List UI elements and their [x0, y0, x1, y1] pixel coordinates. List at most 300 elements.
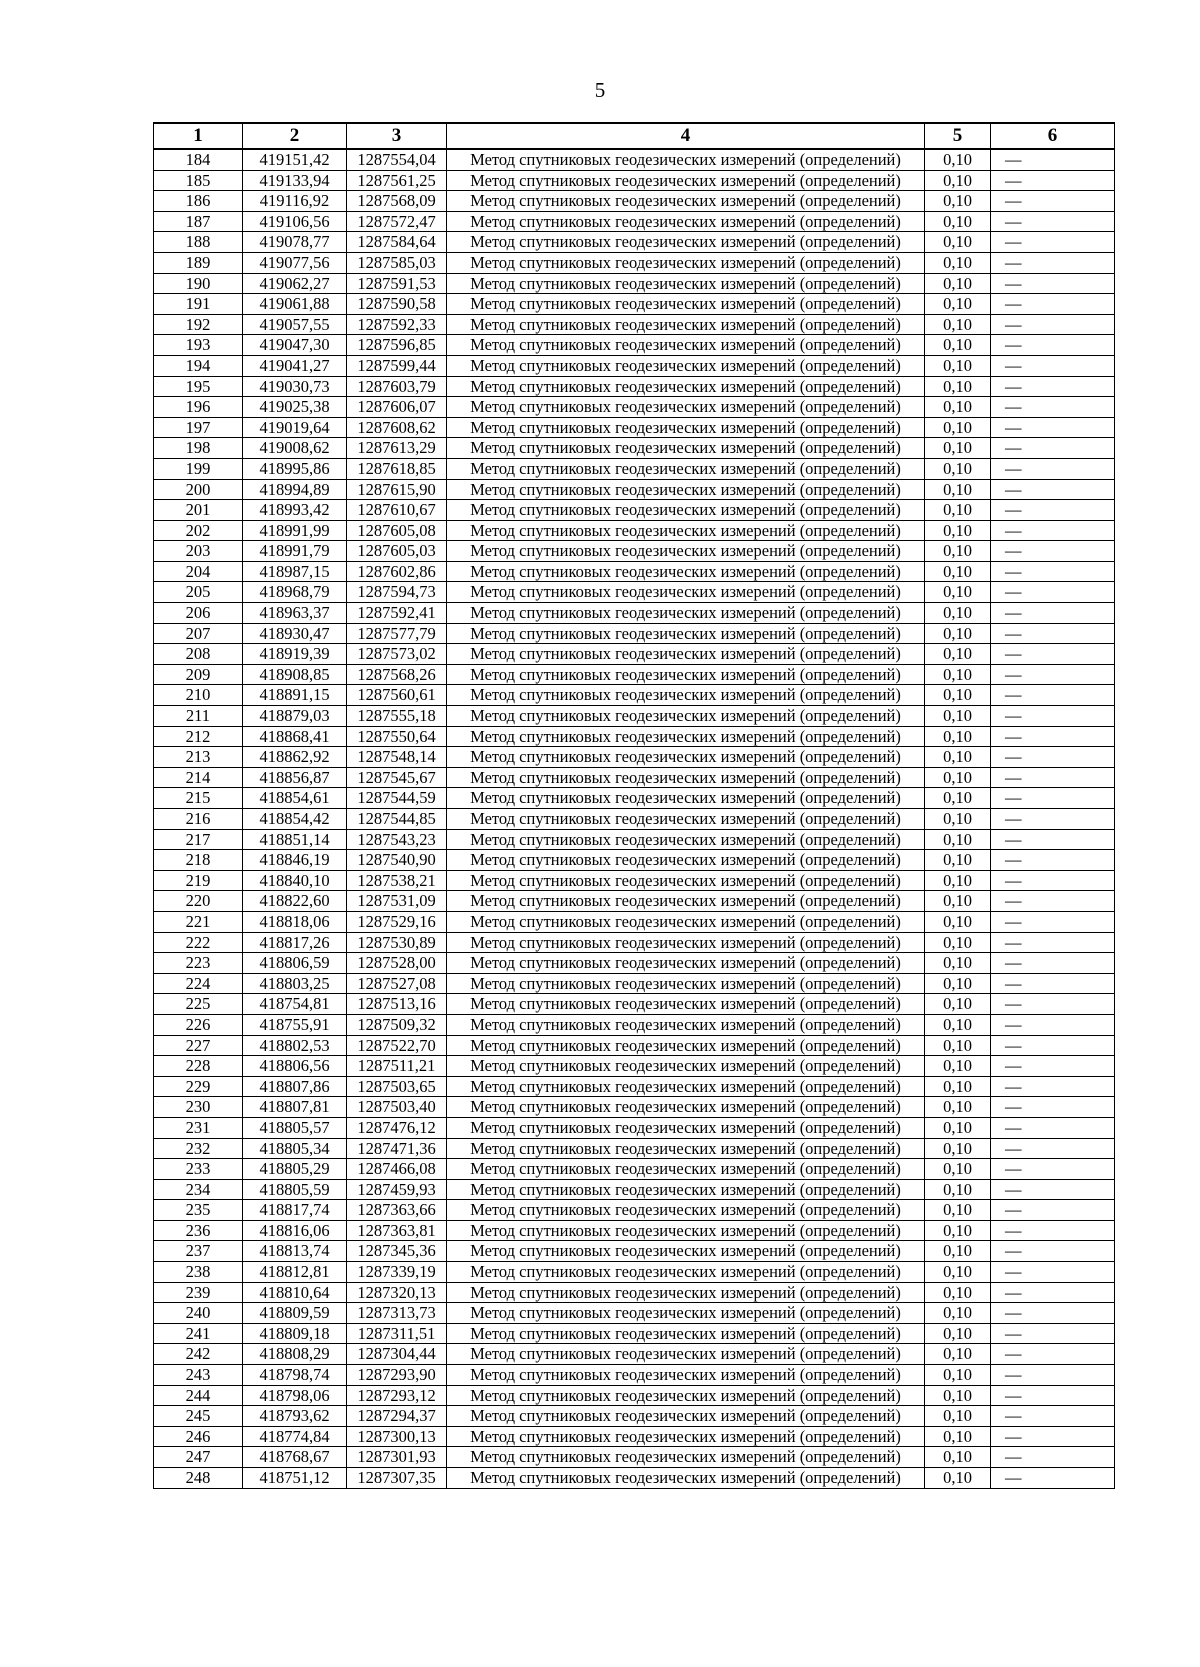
method-cell: Метод спутниковых геодезических измерений (определений) — [447, 809, 925, 830]
method-cell: Метод спутниковых геодезических измерений (определений) — [447, 829, 925, 850]
description-cell: — — [991, 932, 1115, 953]
accuracy-cell: 0,10 — [925, 1035, 991, 1056]
point-number-cell: 206 — [154, 603, 243, 624]
y-coordinate-cell: 1287363,66 — [347, 1200, 447, 1221]
method-cell: Метод спутниковых геодезических измерений (определений) — [447, 252, 925, 273]
y-coordinate-cell: 1287568,26 — [347, 664, 447, 685]
x-coordinate-cell: 418862,92 — [243, 747, 347, 768]
table-row — [154, 1035, 1115, 1056]
method-cell: Метод спутниковых геодезических измерений (определений) — [447, 1406, 925, 1427]
table-row — [154, 520, 1115, 541]
accuracy-cell: 0,10 — [925, 644, 991, 665]
point-number-cell: 246 — [154, 1426, 243, 1447]
point-number-cell: 201 — [154, 500, 243, 521]
table-row — [154, 973, 1115, 994]
y-coordinate-cell: 1287509,32 — [347, 1014, 447, 1035]
point-number-cell: 225 — [154, 994, 243, 1015]
table-row — [154, 829, 1115, 850]
point-number-cell: 204 — [154, 561, 243, 582]
point-number-cell: 219 — [154, 870, 243, 891]
description-cell: — — [991, 891, 1115, 912]
description-cell: — — [991, 541, 1115, 562]
point-number-cell: 186 — [154, 191, 243, 212]
x-coordinate-cell: 418993,42 — [243, 500, 347, 521]
method-cell: Метод спутниковых геодезических измерений (определений) — [447, 1076, 925, 1097]
method-cell: Метод спутниковых геодезических измерений (определений) — [447, 1117, 925, 1138]
x-coordinate-cell: 419008,62 — [243, 438, 347, 459]
x-coordinate-cell: 418812,81 — [243, 1262, 347, 1283]
y-coordinate-cell: 1287606,07 — [347, 397, 447, 418]
accuracy-cell: 0,10 — [925, 335, 991, 356]
accuracy-cell: 0,10 — [925, 1468, 991, 1489]
accuracy-cell: 0,10 — [925, 500, 991, 521]
method-cell: Метод спутниковых геодезических измерений (определений) — [447, 1097, 925, 1118]
y-coordinate-cell: 1287613,29 — [347, 438, 447, 459]
accuracy-cell: 0,10 — [925, 953, 991, 974]
accuracy-cell: 0,10 — [925, 232, 991, 253]
accuracy-cell: 0,10 — [925, 973, 991, 994]
method-cell: Метод спутниковых геодезических измерений (определений) — [447, 520, 925, 541]
table-row — [154, 335, 1115, 356]
x-coordinate-cell: 418868,41 — [243, 726, 347, 747]
accuracy-cell: 0,10 — [925, 706, 991, 727]
table-row — [154, 397, 1115, 418]
x-coordinate-cell: 418810,64 — [243, 1282, 347, 1303]
x-coordinate-cell: 418755,91 — [243, 1014, 347, 1035]
x-coordinate-cell: 418802,53 — [243, 1035, 347, 1056]
method-cell: Метод спутниковых геодезических измерений (определений) — [447, 1138, 925, 1159]
y-coordinate-cell: 1287599,44 — [347, 355, 447, 376]
table-row — [154, 541, 1115, 562]
table-row — [154, 891, 1115, 912]
point-number-cell: 243 — [154, 1365, 243, 1386]
description-cell: — — [991, 1426, 1115, 1447]
point-number-cell: 202 — [154, 520, 243, 541]
table-row — [154, 232, 1115, 253]
y-coordinate-cell: 1287602,86 — [347, 561, 447, 582]
accuracy-cell: 0,10 — [925, 1097, 991, 1118]
x-coordinate-cell: 419062,27 — [243, 273, 347, 294]
method-cell: Метод спутниковых геодезических измерений (определений) — [447, 623, 925, 644]
description-cell: — — [991, 376, 1115, 397]
column-header-2: 2 — [243, 123, 347, 149]
method-cell: Метод спутниковых геодезических измерений (определений) — [447, 1468, 925, 1489]
method-cell: Метод спутниковых геодезических измерений (определений) — [447, 870, 925, 891]
description-cell: — — [991, 973, 1115, 994]
method-cell: Метод спутниковых геодезических измерений (определений) — [447, 1220, 925, 1241]
column-header-3: 3 — [347, 123, 447, 149]
method-cell: Метод спутниковых геодезических измерений (определений) — [447, 1323, 925, 1344]
x-coordinate-cell: 418856,87 — [243, 767, 347, 788]
description-cell: — — [991, 520, 1115, 541]
accuracy-cell: 0,10 — [925, 891, 991, 912]
point-number-cell: 187 — [154, 211, 243, 232]
method-cell: Метод спутниковых геодезических измерений (определений) — [447, 911, 925, 932]
method-cell: Метод спутниковых геодезических измерений (определений) — [447, 1426, 925, 1447]
x-coordinate-cell: 418963,37 — [243, 603, 347, 624]
accuracy-cell: 0,10 — [925, 870, 991, 891]
table-row — [154, 911, 1115, 932]
point-number-cell: 194 — [154, 355, 243, 376]
x-coordinate-cell: 419061,88 — [243, 294, 347, 315]
description-cell: — — [991, 911, 1115, 932]
coordinates-table — [153, 122, 1115, 1489]
table-row — [154, 1241, 1115, 1262]
method-cell: Метод спутниковых геодезических измерений (определений) — [447, 1179, 925, 1200]
description-cell: — — [991, 1282, 1115, 1303]
method-cell: Метод спутниковых геодезических измерений (определений) — [447, 438, 925, 459]
accuracy-cell: 0,10 — [925, 850, 991, 871]
accuracy-cell: 0,10 — [925, 561, 991, 582]
x-coordinate-cell: 418987,15 — [243, 561, 347, 582]
description-cell: — — [991, 1323, 1115, 1344]
description-cell: — — [991, 1303, 1115, 1324]
accuracy-cell: 0,10 — [925, 911, 991, 932]
description-cell: — — [991, 994, 1115, 1015]
table-row — [154, 1468, 1115, 1489]
table-row — [154, 355, 1115, 376]
accuracy-cell: 0,10 — [925, 355, 991, 376]
accuracy-cell: 0,10 — [925, 417, 991, 438]
y-coordinate-cell: 1287554,04 — [347, 149, 447, 170]
accuracy-cell: 0,10 — [925, 1076, 991, 1097]
x-coordinate-cell: 418807,86 — [243, 1076, 347, 1097]
x-coordinate-cell: 418808,29 — [243, 1344, 347, 1365]
method-cell: Метод спутниковых геодезических измерений (определений) — [447, 664, 925, 685]
y-coordinate-cell: 1287618,85 — [347, 458, 447, 479]
accuracy-cell: 0,10 — [925, 809, 991, 830]
y-coordinate-cell: 1287545,67 — [347, 767, 447, 788]
description-cell: — — [991, 500, 1115, 521]
y-coordinate-cell: 1287528,00 — [347, 953, 447, 974]
x-coordinate-cell: 419133,94 — [243, 170, 347, 191]
x-coordinate-cell: 418908,85 — [243, 664, 347, 685]
method-cell: Метод спутниковых геодезических измерений (определений) — [447, 932, 925, 953]
x-coordinate-cell: 418774,84 — [243, 1426, 347, 1447]
x-coordinate-cell: 418817,26 — [243, 932, 347, 953]
table-row — [154, 417, 1115, 438]
point-number-cell: 223 — [154, 953, 243, 974]
description-cell: — — [991, 294, 1115, 315]
method-cell: Метод спутниковых геодезических измерений (определений) — [447, 561, 925, 582]
description-cell: — — [991, 1076, 1115, 1097]
point-number-cell: 208 — [154, 644, 243, 665]
point-number-cell: 248 — [154, 1468, 243, 1489]
method-cell: Метод спутниковых геодезических измерений (определений) — [447, 479, 925, 500]
description-cell: — — [991, 211, 1115, 232]
method-cell: Метод спутниковых геодезических измерений (определений) — [447, 417, 925, 438]
point-number-cell: 207 — [154, 623, 243, 644]
accuracy-cell: 0,10 — [925, 1282, 991, 1303]
accuracy-cell: 0,10 — [925, 1323, 991, 1344]
accuracy-cell: 0,10 — [925, 211, 991, 232]
table-row — [154, 1406, 1115, 1427]
point-number-cell: 221 — [154, 911, 243, 932]
column-header-6: 6 — [991, 123, 1115, 149]
point-number-cell: 189 — [154, 252, 243, 273]
y-coordinate-cell: 1287511,21 — [347, 1056, 447, 1077]
y-coordinate-cell: 1287320,13 — [347, 1282, 447, 1303]
x-coordinate-cell: 418768,67 — [243, 1447, 347, 1468]
description-cell: — — [991, 1365, 1115, 1386]
description-cell: — — [991, 273, 1115, 294]
x-coordinate-cell: 418930,47 — [243, 623, 347, 644]
x-coordinate-cell: 419077,56 — [243, 252, 347, 273]
table-row — [154, 809, 1115, 830]
accuracy-cell: 0,10 — [925, 932, 991, 953]
y-coordinate-cell: 1287530,89 — [347, 932, 447, 953]
accuracy-cell: 0,10 — [925, 294, 991, 315]
table-row — [154, 1323, 1115, 1344]
y-coordinate-cell: 1287459,93 — [347, 1179, 447, 1200]
y-coordinate-cell: 1287529,16 — [347, 911, 447, 932]
method-cell: Метод спутниковых геодезических измерений (определений) — [447, 767, 925, 788]
method-cell: Метод спутниковых геодезических измерений (определений) — [447, 685, 925, 706]
table-row — [154, 767, 1115, 788]
description-cell: — — [991, 1447, 1115, 1468]
table-row — [154, 1097, 1115, 1118]
x-coordinate-cell: 418798,06 — [243, 1385, 347, 1406]
accuracy-cell: 0,10 — [925, 1385, 991, 1406]
point-number-cell: 209 — [154, 664, 243, 685]
table-row — [154, 582, 1115, 603]
method-cell: Метод спутниковых геодезических измерений (определений) — [447, 891, 925, 912]
description-cell: — — [991, 355, 1115, 376]
y-coordinate-cell: 1287293,90 — [347, 1365, 447, 1386]
y-coordinate-cell: 1287550,64 — [347, 726, 447, 747]
point-number-cell: 233 — [154, 1159, 243, 1180]
accuracy-cell: 0,10 — [925, 1406, 991, 1427]
table-row — [154, 664, 1115, 685]
method-cell: Метод спутниковых геодезических измерений (определений) — [447, 1303, 925, 1324]
method-cell: Метод спутниковых геодезических измерений (определений) — [447, 1200, 925, 1221]
description-cell: — — [991, 479, 1115, 500]
description-cell: — — [991, 1406, 1115, 1427]
description-cell: — — [991, 685, 1115, 706]
method-cell: Метод спутниковых геодезических измерений (определений) — [447, 1365, 925, 1386]
accuracy-cell: 0,10 — [925, 1241, 991, 1262]
description-cell: — — [991, 623, 1115, 644]
table-row — [154, 1282, 1115, 1303]
description-cell: — — [991, 252, 1115, 273]
x-coordinate-cell: 419019,64 — [243, 417, 347, 438]
point-number-cell: 240 — [154, 1303, 243, 1324]
description-cell: — — [991, 561, 1115, 582]
accuracy-cell: 0,10 — [925, 1303, 991, 1324]
method-cell: Метод спутниковых геодезических измерений (определений) — [447, 294, 925, 315]
y-coordinate-cell: 1287603,79 — [347, 376, 447, 397]
table-row — [154, 1076, 1115, 1097]
y-coordinate-cell: 1287544,59 — [347, 788, 447, 809]
point-number-cell: 230 — [154, 1097, 243, 1118]
description-cell: — — [991, 1159, 1115, 1180]
description-cell: — — [991, 664, 1115, 685]
method-cell: Метод спутниковых геодезических измерений (определений) — [447, 397, 925, 418]
x-coordinate-cell: 419057,55 — [243, 314, 347, 335]
description-cell: — — [991, 644, 1115, 665]
x-coordinate-cell: 418793,62 — [243, 1406, 347, 1427]
method-cell: Метод спутниковых геодезических измерений (определений) — [447, 1282, 925, 1303]
accuracy-cell: 0,10 — [925, 1426, 991, 1447]
y-coordinate-cell: 1287531,09 — [347, 891, 447, 912]
table-body — [154, 149, 1115, 1488]
method-cell: Метод спутниковых геодезических измерений (определений) — [447, 232, 925, 253]
y-coordinate-cell: 1287605,08 — [347, 520, 447, 541]
y-coordinate-cell: 1287543,23 — [347, 829, 447, 850]
description-cell: — — [991, 1035, 1115, 1056]
y-coordinate-cell: 1287573,02 — [347, 644, 447, 665]
x-coordinate-cell: 418806,56 — [243, 1056, 347, 1077]
point-number-cell: 226 — [154, 1014, 243, 1035]
x-coordinate-cell: 418994,89 — [243, 479, 347, 500]
description-cell: — — [991, 1014, 1115, 1035]
table-row — [154, 788, 1115, 809]
x-coordinate-cell: 418805,59 — [243, 1179, 347, 1200]
y-coordinate-cell: 1287584,64 — [347, 232, 447, 253]
description-cell: — — [991, 1179, 1115, 1200]
point-number-cell: 239 — [154, 1282, 243, 1303]
description-cell: — — [991, 335, 1115, 356]
x-coordinate-cell: 418806,59 — [243, 953, 347, 974]
point-number-cell: 231 — [154, 1117, 243, 1138]
table-row — [154, 994, 1115, 1015]
method-cell: Метод спутниковых геодезических измерений (определений) — [447, 149, 925, 170]
method-cell: Метод спутниковых геодезических измерений (определений) — [447, 644, 925, 665]
point-number-cell: 227 — [154, 1035, 243, 1056]
y-coordinate-cell: 1287555,18 — [347, 706, 447, 727]
table-row — [154, 1014, 1115, 1035]
y-coordinate-cell: 1287522,70 — [347, 1035, 447, 1056]
description-cell: — — [991, 458, 1115, 479]
x-coordinate-cell: 418822,60 — [243, 891, 347, 912]
accuracy-cell: 0,10 — [925, 582, 991, 603]
table-row — [154, 1303, 1115, 1324]
description-cell: — — [991, 1468, 1115, 1489]
y-coordinate-cell: 1287339,19 — [347, 1262, 447, 1283]
x-coordinate-cell: 418991,79 — [243, 541, 347, 562]
accuracy-cell: 0,10 — [925, 1014, 991, 1035]
point-number-cell: 232 — [154, 1138, 243, 1159]
y-coordinate-cell: 1287363,81 — [347, 1220, 447, 1241]
point-number-cell: 236 — [154, 1220, 243, 1241]
y-coordinate-cell: 1287471,36 — [347, 1138, 447, 1159]
y-coordinate-cell: 1287561,25 — [347, 170, 447, 191]
x-coordinate-cell: 419041,27 — [243, 355, 347, 376]
table-row — [154, 623, 1115, 644]
y-coordinate-cell: 1287610,67 — [347, 500, 447, 521]
table-row — [154, 850, 1115, 871]
accuracy-cell: 0,10 — [925, 623, 991, 644]
method-cell: Метод спутниковых геодезических измерений (определений) — [447, 170, 925, 191]
point-number-cell: 196 — [154, 397, 243, 418]
accuracy-cell: 0,10 — [925, 994, 991, 1015]
y-coordinate-cell: 1287548,14 — [347, 747, 447, 768]
point-number-cell: 184 — [154, 149, 243, 170]
point-number-cell: 235 — [154, 1200, 243, 1221]
method-cell: Метод спутниковых геодезических измерений (определений) — [447, 273, 925, 294]
table-row — [154, 603, 1115, 624]
y-coordinate-cell: 1287476,12 — [347, 1117, 447, 1138]
y-coordinate-cell: 1287590,58 — [347, 294, 447, 315]
accuracy-cell: 0,10 — [925, 1447, 991, 1468]
method-cell: Метод спутниковых геодезических измерений (определений) — [447, 706, 925, 727]
accuracy-cell: 0,10 — [925, 376, 991, 397]
accuracy-cell: 0,10 — [925, 520, 991, 541]
accuracy-cell: 0,10 — [925, 397, 991, 418]
table-row — [154, 1179, 1115, 1200]
x-coordinate-cell: 419151,42 — [243, 149, 347, 170]
table-row — [154, 191, 1115, 212]
table-row — [154, 376, 1115, 397]
method-cell: Метод спутниковых геодезических измерений (определений) — [447, 1344, 925, 1365]
accuracy-cell: 0,10 — [925, 479, 991, 500]
point-number-cell: 198 — [154, 438, 243, 459]
description-cell: — — [991, 1117, 1115, 1138]
accuracy-cell: 0,10 — [925, 314, 991, 335]
x-coordinate-cell: 418995,86 — [243, 458, 347, 479]
x-coordinate-cell: 418846,19 — [243, 850, 347, 871]
x-coordinate-cell: 419078,77 — [243, 232, 347, 253]
x-coordinate-cell: 419030,73 — [243, 376, 347, 397]
y-coordinate-cell: 1287345,36 — [347, 1241, 447, 1262]
y-coordinate-cell: 1287591,53 — [347, 273, 447, 294]
method-cell: Метод спутниковых геодезических измерений (определений) — [447, 1241, 925, 1262]
method-cell: Метод спутниковых геодезических измерений (определений) — [447, 376, 925, 397]
column-header-1: 1 — [154, 123, 243, 149]
y-coordinate-cell: 1287544,85 — [347, 809, 447, 830]
point-number-cell: 195 — [154, 376, 243, 397]
table-row — [154, 1138, 1115, 1159]
method-cell: Метод спутниковых геодезических измерений (определений) — [447, 355, 925, 376]
accuracy-cell: 0,10 — [925, 1200, 991, 1221]
x-coordinate-cell: 418813,74 — [243, 1241, 347, 1262]
point-number-cell: 216 — [154, 809, 243, 830]
point-number-cell: 247 — [154, 1447, 243, 1468]
accuracy-cell: 0,10 — [925, 829, 991, 850]
table-row — [154, 1426, 1115, 1447]
method-cell: Метод спутниковых геодезических измерений (определений) — [447, 1159, 925, 1180]
table-row — [154, 149, 1115, 170]
y-coordinate-cell: 1287527,08 — [347, 973, 447, 994]
description-cell: — — [991, 417, 1115, 438]
y-coordinate-cell: 1287585,03 — [347, 252, 447, 273]
method-cell: Метод спутниковых геодезических измерений (определений) — [447, 953, 925, 974]
x-coordinate-cell: 418854,42 — [243, 809, 347, 830]
table-row — [154, 170, 1115, 191]
x-coordinate-cell: 418798,74 — [243, 1365, 347, 1386]
description-cell: — — [991, 706, 1115, 727]
point-number-cell: 242 — [154, 1344, 243, 1365]
x-coordinate-cell: 418807,81 — [243, 1097, 347, 1118]
y-coordinate-cell: 1287608,62 — [347, 417, 447, 438]
y-coordinate-cell: 1287560,61 — [347, 685, 447, 706]
method-cell: Метод спутниковых геодезических измерений (определений) — [447, 994, 925, 1015]
y-coordinate-cell: 1287304,44 — [347, 1344, 447, 1365]
table-row — [154, 1159, 1115, 1180]
table-row — [154, 561, 1115, 582]
accuracy-cell: 0,10 — [925, 541, 991, 562]
description-cell: — — [991, 438, 1115, 459]
x-coordinate-cell: 418840,10 — [243, 870, 347, 891]
accuracy-cell: 0,10 — [925, 747, 991, 768]
y-coordinate-cell: 1287615,90 — [347, 479, 447, 500]
point-number-cell: 210 — [154, 685, 243, 706]
table-row — [154, 870, 1115, 891]
point-number-cell: 212 — [154, 726, 243, 747]
y-coordinate-cell: 1287592,33 — [347, 314, 447, 335]
description-cell: — — [991, 603, 1115, 624]
table-row — [154, 685, 1115, 706]
